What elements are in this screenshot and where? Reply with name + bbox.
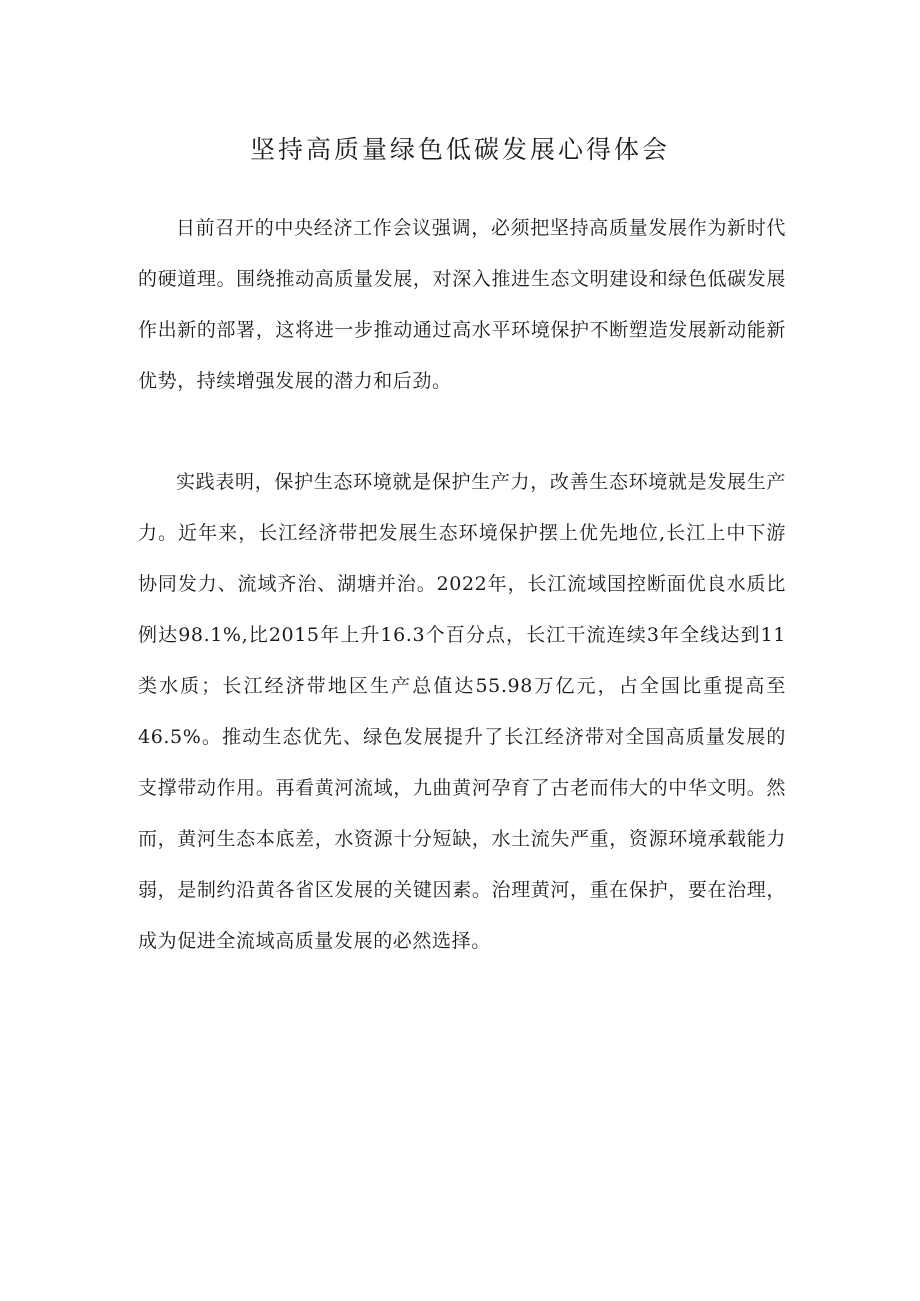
document-body xyxy=(138,203,786,967)
document-title: 坚持高质量绿色低碳发展心得体会 xyxy=(249,135,670,164)
paragraph-2: 实践表明，保护生态环境就是保护生产力，改善生态环境就是发展生产力。近年来，长江经济带把发展生态环境保护摆上优先地位,长江上中下游协同发力、流域齐治、湖塘并治。2022年，长江流域国控断面优良水质比例达98.1%,比2015年上升16.3个百分点，长江干流连续3年全线达到11类水质；长江经济带地区生产总值达55.98万亿元，占全国比重提高至46.5%。推动生态优先、绿色发展提升了长江经济带对全国高质量发展的支撑带动作用。再看黄河流域，九曲黄河孕育了古老而伟大的中华文明。然而，黄河生态本底差，水资源十分短缺，水土流失严重，资源环境承载能力弱，是制约沿黄各省区发展的关键因素。治理黄河，重在保护，要在治理，成为促进全流域高质量发展的必然选择。 xyxy=(138,471,786,952)
paragraph-1: 日前召开的中央经济工作会议强调，必须把坚持高质量发展作为新时代的硬道理。围绕推动高质量发展，对深入推进生态文明建设和绿色低碳发展作出新的部署，这将进一步推动通过高水平环境保护不断塑造发展新动能新优势，持续增强发展的潜力和后劲。 xyxy=(138,217,786,392)
